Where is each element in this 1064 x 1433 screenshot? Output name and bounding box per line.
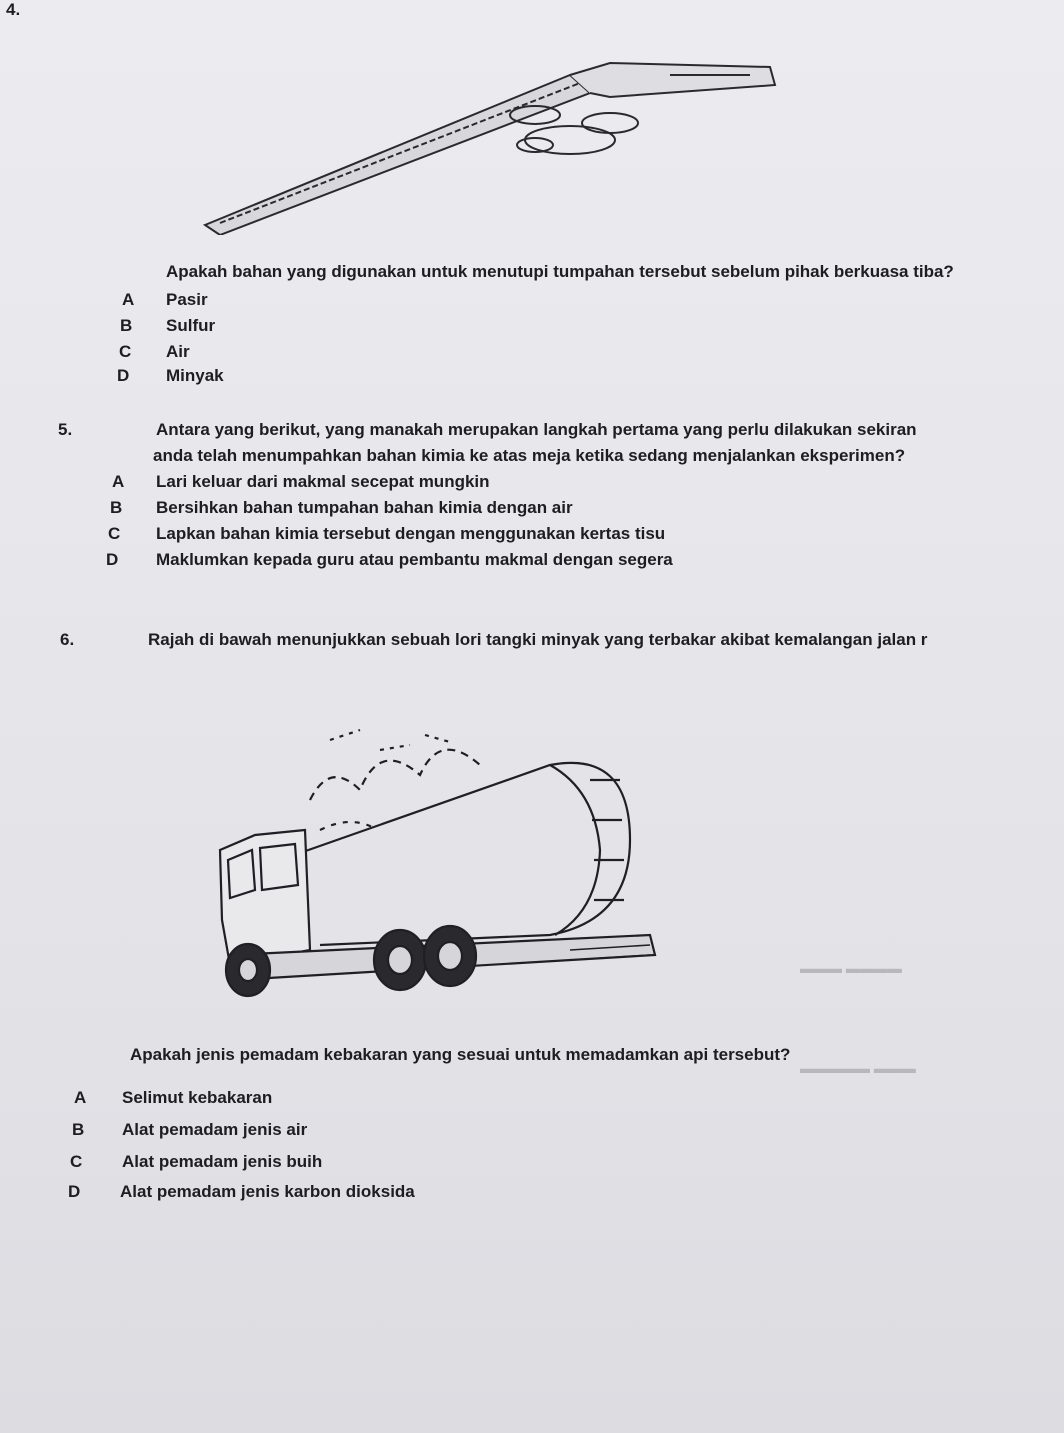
q4-option-a-letter[interactable]: A — [122, 290, 135, 309]
page-number: 4. — [6, 0, 21, 19]
q5-option-b-text[interactable]: Bersihkan bahan tumpahan bahan kimia dengan air — [156, 498, 573, 517]
q6-option-c-letter[interactable]: C — [70, 1152, 83, 1171]
q4-option-d-letter[interactable]: D — [117, 366, 130, 385]
q6-option-a-text[interactable]: Selimut kebakaran — [122, 1088, 273, 1107]
q4-option-b-letter[interactable]: B — [120, 316, 133, 335]
q6-question: Apakah jenis pemadam kebakaran yang sesuai untuk memadamkan api tersebut? — [130, 1045, 791, 1064]
q5-question-line2: anda telah menumpahkan bahan kimia ke atas meja ketika sedang menjalankan eksperimen? — [153, 446, 906, 465]
q4-option-a-text[interactable]: Pasir — [166, 290, 208, 309]
q6-number: 6. — [60, 630, 75, 649]
q6-option-b-text[interactable]: Alat pemadam jenis air — [122, 1120, 308, 1139]
burning-oil-tanker-truck-illustration — [210, 720, 680, 1010]
q5-question-line1: Antara yang berikut, yang manakah merupakan langkah pertama yang perlu dilakukan sekiran — [156, 420, 917, 439]
q6-option-d-text[interactable]: Alat pemadam jenis karbon dioksida — [120, 1182, 415, 1201]
q4-option-d-text[interactable]: Minyak — [166, 366, 224, 385]
q4-option-b-text[interactable]: Sulfur — [166, 316, 216, 335]
q6-option-c-text[interactable]: Alat pemadam jenis buih — [122, 1152, 323, 1171]
q6-option-b-letter[interactable]: B — [72, 1120, 85, 1139]
q5-number: 5. — [58, 420, 73, 439]
q6-intro: Rajah di bawah menunjukkan sebuah lori tangki minyak yang terbakar akibat kemalangan jalan r — [148, 630, 928, 649]
q4-question: Apakah bahan yang digunakan untuk menutupi tumpahan tersebut sebelum pihak berkuasa tiba? — [166, 262, 954, 281]
q6-option-d-letter[interactable]: D — [68, 1182, 81, 1201]
q6-option-a-letter[interactable]: A — [74, 1088, 87, 1107]
chemical-bottle-spill-illustration — [190, 45, 790, 235]
q4-option-c-text[interactable]: Air — [166, 342, 190, 361]
q5-option-b-letter[interactable]: B — [110, 498, 123, 517]
q5-option-c-letter[interactable]: C — [108, 524, 121, 543]
q5-option-a-letter[interactable]: A — [112, 472, 125, 491]
q5-option-d-letter[interactable]: D — [106, 550, 119, 569]
q5-option-d-text[interactable]: Maklumkan kepada guru atau pembantu makmal dengan segera — [156, 550, 673, 569]
q4-option-c-letter[interactable]: C — [119, 342, 132, 361]
show-through-text: ▬▬▬▬ ▬▬▬ — [800, 960, 902, 976]
q5-option-c-text[interactable]: Lapkan bahan kimia tersebut dengan menggunakan kertas tisu — [156, 524, 666, 543]
show-through-text: ▬▬▬ ▬▬▬▬▬ — [800, 1060, 916, 1076]
q5-option-a-text[interactable]: Lari keluar dari makmal secepat mungkin — [156, 472, 490, 491]
